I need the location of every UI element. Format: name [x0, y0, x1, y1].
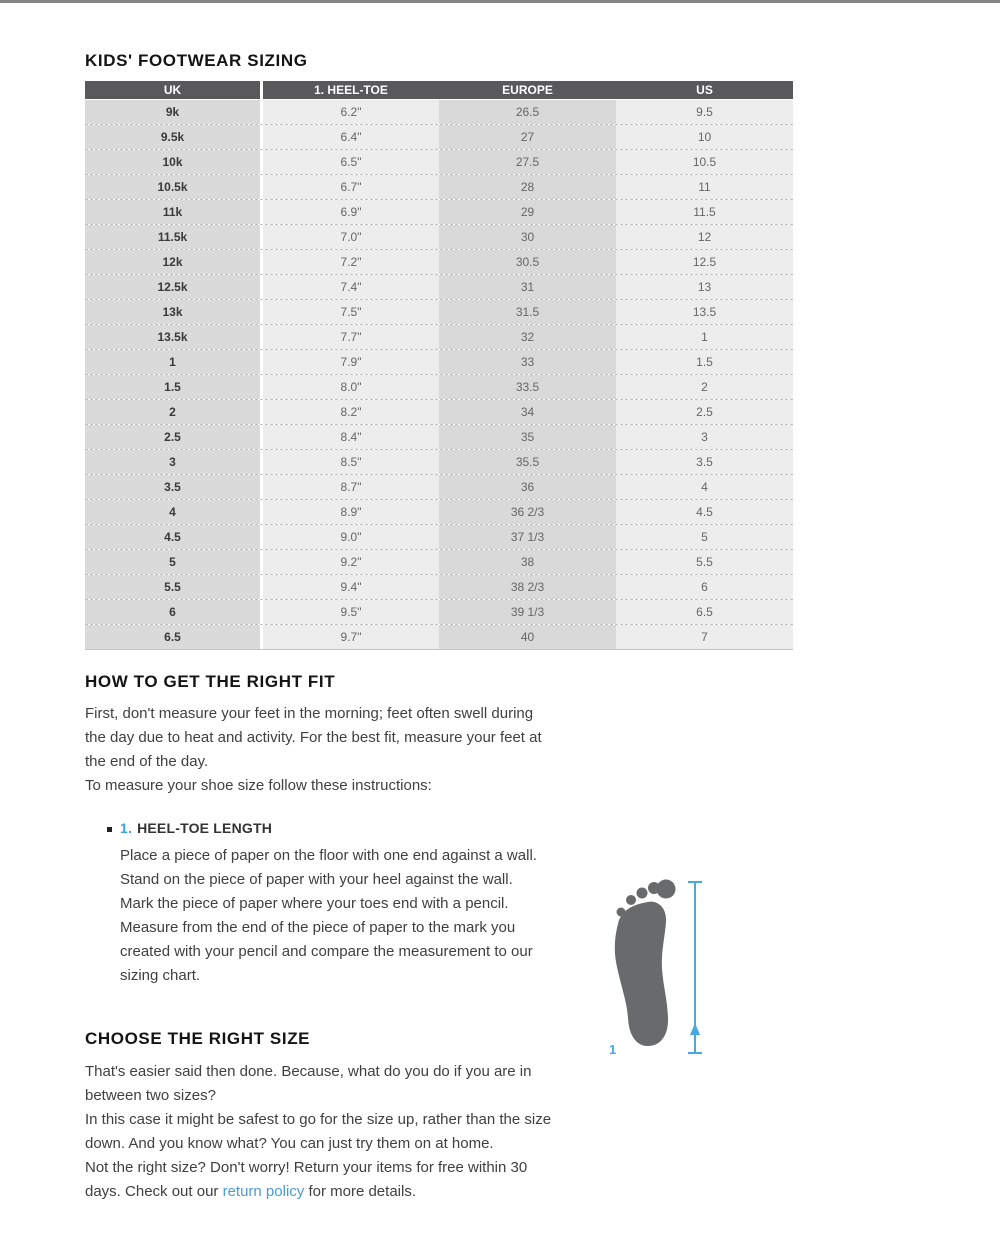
table-row	[85, 600, 793, 625]
choose-section-heading: CHOOSE THE RIGHT SIZE	[85, 1029, 311, 1048]
paragraph-line: Place a piece of paper on the floor with one end against a wall.	[120, 847, 537, 864]
instruction-heading	[120, 820, 537, 837]
table-cell: 33.5	[439, 375, 616, 399]
table-cell: 2.5	[616, 400, 793, 424]
table-row	[85, 500, 793, 525]
table-cell: 1.5	[616, 350, 793, 374]
table-cell: 12	[616, 225, 793, 249]
table-cell: 7.7"	[263, 325, 439, 349]
table-cell: 7.9"	[263, 350, 439, 374]
table-cell: 7.2"	[263, 250, 439, 274]
table-cell: 9.5k	[85, 125, 260, 149]
foot-measurement-diagram	[606, 870, 716, 1065]
table-row	[85, 450, 793, 475]
paragraph-line: created with your pencil and compare the measurement to our	[120, 943, 533, 960]
table-cell: 9.7"	[263, 625, 439, 649]
table-cell: 11.5	[616, 200, 793, 224]
paragraph-line: sizing chart.	[120, 967, 201, 984]
table-cell: 2	[616, 375, 793, 399]
table-cell: 10.5k	[85, 175, 260, 199]
table-cell: 7.5"	[263, 300, 439, 324]
table-cell: 34	[439, 400, 616, 424]
table-cell: 38	[439, 550, 616, 574]
table-row	[85, 125, 793, 150]
foot-silhouette-icon	[615, 880, 676, 1047]
table-cell: 1.5	[85, 375, 260, 399]
table-cell: 28	[439, 175, 616, 199]
table-cell: 6.4"	[263, 125, 439, 149]
table-cell: 1	[616, 325, 793, 349]
table-cell: 6.5	[85, 625, 260, 649]
table-cell: 11.5k	[85, 225, 260, 249]
return-policy-link[interactable]: return policy	[222, 1183, 305, 1200]
paragraph-line: Measure from the end of the piece of paper to the mark you	[120, 919, 516, 936]
table-cell: 30	[439, 225, 616, 249]
return-text-prefix: days. Check out our	[85, 1183, 223, 1200]
table-row	[85, 400, 793, 425]
table-cell: 9k	[85, 100, 260, 124]
table-cell: 40	[439, 625, 616, 649]
table-row	[85, 200, 793, 225]
table-cell: 7	[616, 625, 793, 649]
table-cell: 13k	[85, 300, 260, 324]
table-cell: 3.5	[616, 450, 793, 474]
table-cell: 9.2"	[263, 550, 439, 574]
fit-section-heading: HOW TO GET THE RIGHT FIT	[85, 672, 336, 691]
paragraph-line: In this case it might be safest to go for the size up, rather than the size	[85, 1111, 552, 1128]
table-cell: 12.5	[616, 250, 793, 274]
paragraph-line: Stand on the piece of paper with your heel against the wall.	[120, 871, 513, 888]
table-row	[85, 275, 793, 300]
table-cell: 6.5	[616, 600, 793, 624]
column-header: 1. HEEL-TOE	[263, 81, 439, 99]
table-body	[85, 100, 793, 650]
table-cell: 35	[439, 425, 616, 449]
table-cell: 27.5	[439, 150, 616, 174]
bullet-square-icon	[107, 827, 112, 832]
measurement-line-icon	[688, 882, 702, 1053]
column-header: US	[616, 81, 793, 99]
return-text-suffix: for more details.	[304, 1183, 416, 1200]
table-cell: 37 1/3	[439, 525, 616, 549]
table-cell: 11	[616, 175, 793, 199]
table-row	[85, 425, 793, 450]
table-row	[85, 300, 793, 325]
paragraph-line: Not the right size? Don't worry! Return your items for free within 30	[85, 1159, 528, 1176]
table-row	[85, 575, 793, 600]
table-cell: 5.5	[85, 575, 260, 599]
table-cell: 8.7"	[263, 475, 439, 499]
instruction-paragraph	[120, 844, 537, 988]
table-header-row	[85, 81, 793, 99]
table-cell: 4.5	[616, 500, 793, 524]
table-cell: 11k	[85, 200, 260, 224]
table-cell: 36	[439, 475, 616, 499]
table-cell: 6	[616, 575, 793, 599]
table-row	[85, 475, 793, 500]
table-cell: 9.0"	[263, 525, 439, 549]
table-cell: 3	[616, 425, 793, 449]
instruction-number: 1.	[120, 820, 133, 836]
table-cell: 26.5	[439, 100, 616, 124]
table-cell: 7.4"	[263, 275, 439, 299]
table-cell: 4.5	[85, 525, 260, 549]
paragraph-line: Mark the piece of paper where your toes end with a pencil.	[120, 895, 509, 912]
page-top-border	[0, 0, 1000, 3]
table-cell: 1	[85, 350, 260, 374]
measurement-step-label: 1	[609, 1042, 617, 1057]
table-cell: 9.4"	[263, 575, 439, 599]
table-cell: 6.5"	[263, 150, 439, 174]
table-cell: 8.5"	[263, 450, 439, 474]
instruction-title: HEEL-TOE LENGTH	[137, 820, 273, 836]
choose-section-paragraph	[85, 1060, 1000, 1204]
table-cell: 8.4"	[263, 425, 439, 449]
table-cell: 32	[439, 325, 616, 349]
paragraph-line: the day due to heat and activity. For the best fit, measure your feet at	[85, 729, 542, 746]
page-title: KIDS' FOOTWEAR SIZING	[85, 51, 308, 70]
table-cell: 10k	[85, 150, 260, 174]
paragraph-line: First, don't measure your feet in the morning; feet often swell during	[85, 705, 534, 722]
table-cell: 33	[439, 350, 616, 374]
paragraph-line: To measure your shoe size follow these instructions:	[85, 777, 432, 794]
table-cell: 36 2/3	[439, 500, 616, 524]
table-cell: 31	[439, 275, 616, 299]
paragraph-line	[85, 1180, 1000, 1204]
heel-toe-instruction	[85, 820, 1000, 988]
table-cell: 10.5	[616, 150, 793, 174]
fit-section-paragraph	[85, 702, 1000, 798]
column-header: EUROPE	[439, 81, 616, 99]
kids-sizing-table	[85, 81, 793, 650]
table-row	[85, 525, 793, 550]
paragraph-line: That's easier said then done. Because, what do you do if you are in	[85, 1063, 532, 1080]
table-cell: 12.5k	[85, 275, 260, 299]
table-cell: 5.5	[616, 550, 793, 574]
table-cell: 3	[85, 450, 260, 474]
column-header: UK	[85, 81, 260, 99]
table-cell: 12k	[85, 250, 260, 274]
table-cell: 35.5	[439, 450, 616, 474]
table-row	[85, 350, 793, 375]
table-row	[85, 150, 793, 175]
table-row	[85, 225, 793, 250]
table-cell: 2	[85, 400, 260, 424]
table-row	[85, 625, 793, 650]
table-cell: 30.5	[439, 250, 616, 274]
table-row	[85, 325, 793, 350]
table-cell: 4	[616, 475, 793, 499]
table-cell: 5	[616, 525, 793, 549]
table-cell: 39 1/3	[439, 600, 616, 624]
table-cell: 38 2/3	[439, 575, 616, 599]
table-cell: 10	[616, 125, 793, 149]
table-cell: 6.9"	[263, 200, 439, 224]
table-row	[85, 550, 793, 575]
table-row	[85, 250, 793, 275]
table-cell: 2.5	[85, 425, 260, 449]
table-cell: 6.2"	[263, 100, 439, 124]
table-cell: 9.5"	[263, 600, 439, 624]
table-cell: 8.9"	[263, 500, 439, 524]
paragraph-line: between two sizes?	[85, 1087, 216, 1104]
table-cell: 8.2"	[263, 400, 439, 424]
table-cell: 9.5	[616, 100, 793, 124]
table-cell: 8.0"	[263, 375, 439, 399]
table-cell: 13	[616, 275, 793, 299]
table-cell: 27	[439, 125, 616, 149]
table-row	[85, 175, 793, 200]
table-cell: 13.5	[616, 300, 793, 324]
table-cell: 4	[85, 500, 260, 524]
table-cell: 7.0"	[263, 225, 439, 249]
table-cell: 5	[85, 550, 260, 574]
table-cell: 29	[439, 200, 616, 224]
table-row	[85, 100, 793, 125]
paragraph-line: down. And you know what? You can just try them on at home.	[85, 1135, 494, 1152]
table-row	[85, 375, 793, 400]
size-guide-page	[0, 52, 1000, 1204]
table-cell: 6.7"	[263, 175, 439, 199]
table-cell: 31.5	[439, 300, 616, 324]
table-cell: 6	[85, 600, 260, 624]
table-cell: 13.5k	[85, 325, 260, 349]
table-cell: 3.5	[85, 475, 260, 499]
paragraph-line: the end of the day.	[85, 753, 209, 770]
